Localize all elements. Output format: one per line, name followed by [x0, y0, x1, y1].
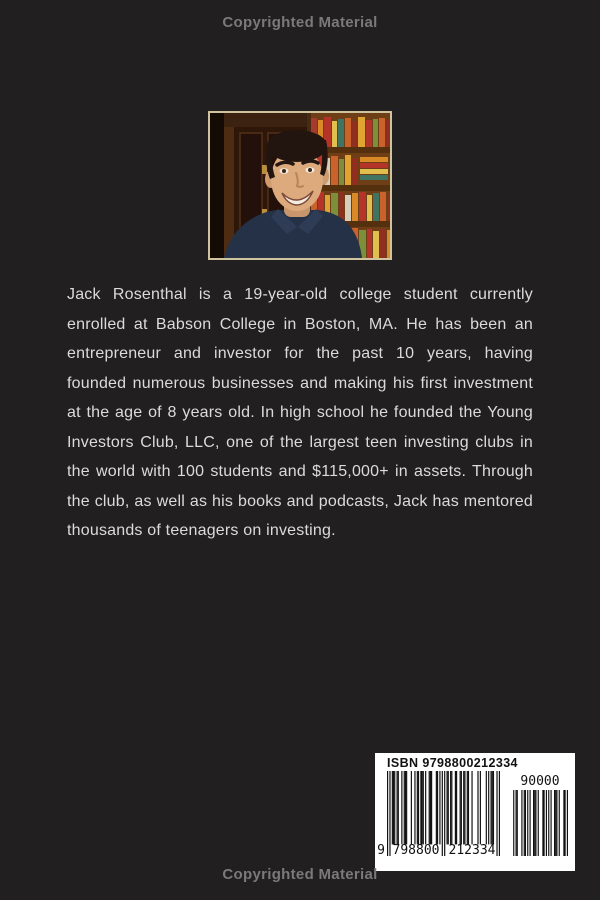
- bio-line: entrepreneur and investor for the past 10 years, having: [67, 345, 533, 362]
- bio-line: Investors Club, LLC, one of the largest teen investing clubs in: [67, 433, 533, 451]
- bio-line: founded numerous businesses and making his first investment: [67, 374, 533, 392]
- bio-line: enrolled at Babson College in Boston, MA. He has been an: [67, 315, 533, 333]
- barcode-digits-left: 798800: [392, 843, 440, 858]
- barcode-digit-prefix: 9: [377, 843, 385, 858]
- bio-line: the club, as well as his books and podcasts, Jack has mentored: [67, 492, 533, 510]
- bio-line: thousands of teenagers on investing.: [67, 522, 336, 539]
- bio-line: Jack Rosenthal is a 19-year-old college student currently: [67, 286, 533, 303]
- addon-barcode: [512, 790, 568, 856]
- addon-price-code: 90000: [520, 774, 560, 789]
- copyright-watermark-bottom: Copyrighted Material: [222, 866, 378, 883]
- copyright-watermark-top: Copyrighted Material: [222, 14, 378, 31]
- author-portrait-graphic: [210, 113, 390, 258]
- bio-line: the world with 100 students and $115,000+ in assets. Through: [67, 463, 533, 480]
- isbn-label: ISBN 9798800212334: [387, 756, 518, 770]
- bio-line: at the age of 8 years old. In high school he founded the Young: [67, 404, 533, 421]
- author-bio: [67, 280, 533, 546]
- barcode-digits-right: 212334: [448, 843, 496, 858]
- barcode-panel: [375, 753, 575, 871]
- author-photo: [208, 111, 392, 260]
